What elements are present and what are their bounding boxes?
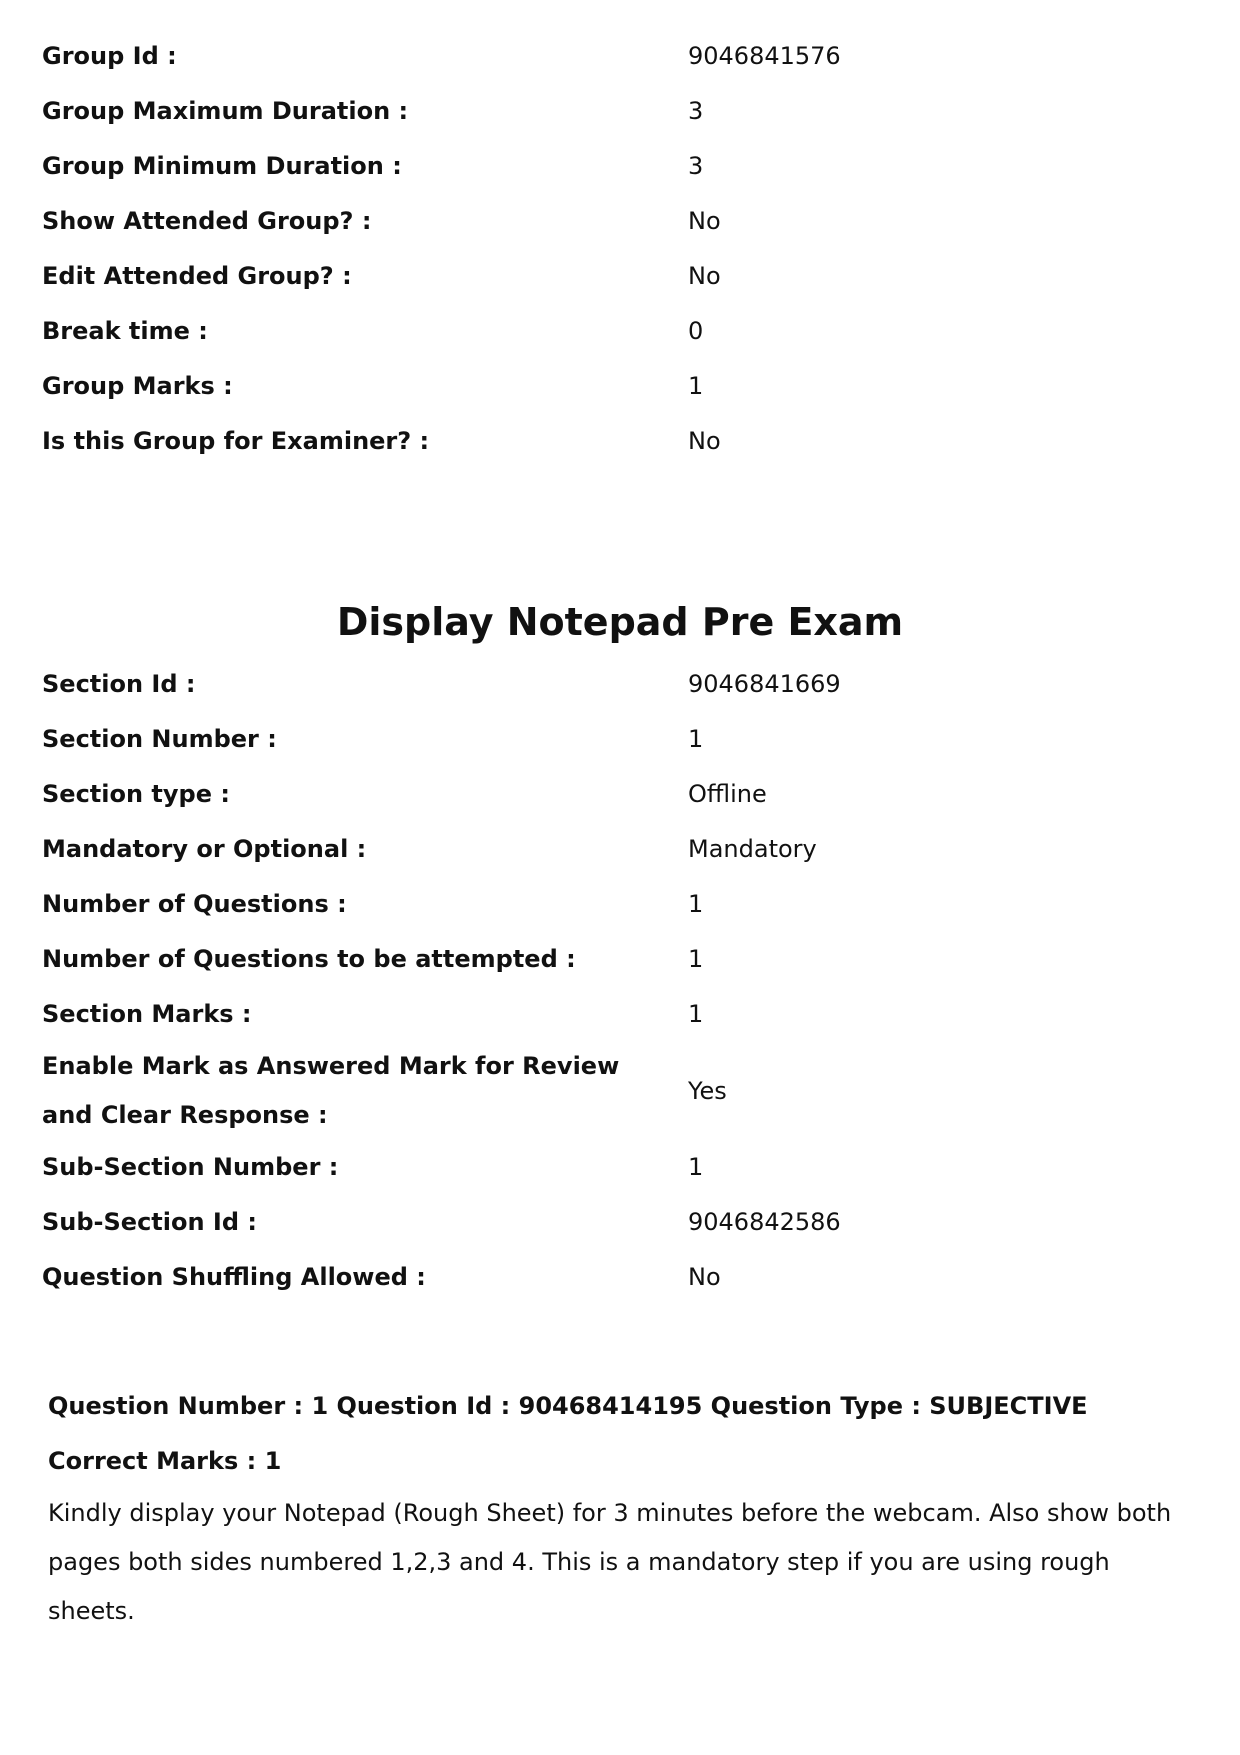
- section-marks-value: 1: [688, 1000, 704, 1028]
- group-min-duration-label: Group Minimum Duration :: [42, 152, 402, 180]
- number-of-questions-label: Number of Questions :: [42, 890, 347, 918]
- edit-attended-group-value: No: [688, 262, 721, 290]
- section-marks-row: [42, 987, 1202, 1042]
- question-text: Kindly display your Notepad (Rough Sheet) for 3 minutes before the webcam. Also show both pages both sides numbered 1,2,3 and 4. This is a mandatory step if you are using rough sheets.: [48, 1499, 1172, 1625]
- sub-section-id-label: Sub-Section Id :: [42, 1208, 257, 1236]
- section-number-label: Section Number :: [42, 725, 277, 753]
- questions-to-attempt-row: [42, 932, 1202, 987]
- question-header: Question Number : 1 Question Id : 90468414195 Question Type : SUBJECTIVE: [48, 1392, 1088, 1420]
- break-time-row: [42, 304, 1202, 359]
- sub-section-id-value: 9046842586: [688, 1208, 841, 1236]
- group-for-examiner-row: [42, 414, 1202, 469]
- sub-section-number-label: Sub-Section Number :: [42, 1153, 339, 1181]
- section-type-row: [42, 767, 1202, 822]
- sub-section-id-row: [42, 1195, 1202, 1250]
- section-marks-label: Section Marks :: [42, 1000, 252, 1028]
- sub-section-number-value: 1: [688, 1153, 704, 1181]
- show-attended-group-row: [42, 194, 1202, 249]
- number-of-questions-row: [42, 877, 1202, 932]
- question-shuffling-label: Question Shuffling Allowed :: [42, 1263, 426, 1291]
- questions-to-attempt-value: 1: [688, 945, 704, 973]
- show-attended-group-label: Show Attended Group? :: [42, 207, 372, 235]
- mandatory-optional-value: Mandatory: [688, 835, 817, 863]
- enable-mark-answered-label: Enable Mark as Answered Mark for Review and Clear Response :: [42, 1052, 620, 1129]
- section-number-value: 1: [688, 725, 704, 753]
- group-min-duration-row: [42, 139, 1202, 194]
- edit-attended-group-label: Edit Attended Group? :: [42, 262, 352, 290]
- group-min-duration-value: 3: [688, 152, 704, 180]
- group-id-value: 9046841576: [688, 42, 841, 70]
- section-type-value: Offline: [688, 780, 767, 808]
- enable-mark-answered-row: [42, 1042, 1202, 1140]
- show-attended-group-value: No: [688, 207, 721, 235]
- group-for-examiner-value: No: [688, 427, 721, 455]
- group-max-duration-label: Group Maximum Duration :: [42, 97, 409, 125]
- group-max-duration-value: 3: [688, 97, 704, 125]
- correct-marks: Correct Marks : 1: [48, 1447, 282, 1475]
- group-for-examiner-label: Is this Group for Examiner? :: [42, 427, 430, 455]
- question-shuffling-value: No: [688, 1263, 721, 1291]
- group-marks-label: Group Marks :: [42, 372, 233, 400]
- section-id-value: 9046841669: [688, 670, 841, 698]
- group-id-row: [42, 29, 1202, 84]
- mandatory-optional-row: [42, 822, 1202, 877]
- section-type-label: Section type :: [42, 780, 230, 808]
- enable-mark-answered-value: Yes: [688, 1076, 727, 1105]
- section-id-row: [42, 657, 1202, 712]
- group-id-label: Group Id :: [42, 42, 177, 70]
- group-marks-row: [42, 359, 1202, 414]
- group-marks-value: 1: [688, 372, 704, 400]
- questions-to-attempt-label: Number of Questions to be attempted :: [42, 945, 576, 973]
- group-max-duration-row: [42, 84, 1202, 139]
- section-details-table: [42, 657, 1202, 1305]
- sub-section-number-row: [42, 1140, 1202, 1195]
- mandatory-optional-label: Mandatory or Optional :: [42, 835, 367, 863]
- section-number-row: [42, 712, 1202, 767]
- group-details-table: [42, 29, 1202, 469]
- edit-attended-group-row: [42, 249, 1202, 304]
- break-time-label: Break time :: [42, 317, 208, 345]
- break-time-value: 0: [688, 317, 704, 345]
- number-of-questions-value: 1: [688, 890, 704, 918]
- question-block: [48, 1379, 1198, 1636]
- section-id-label: Section Id :: [42, 670, 196, 698]
- section-title: Display Notepad Pre Exam: [336, 600, 904, 644]
- question-shuffling-row: [42, 1250, 1202, 1305]
